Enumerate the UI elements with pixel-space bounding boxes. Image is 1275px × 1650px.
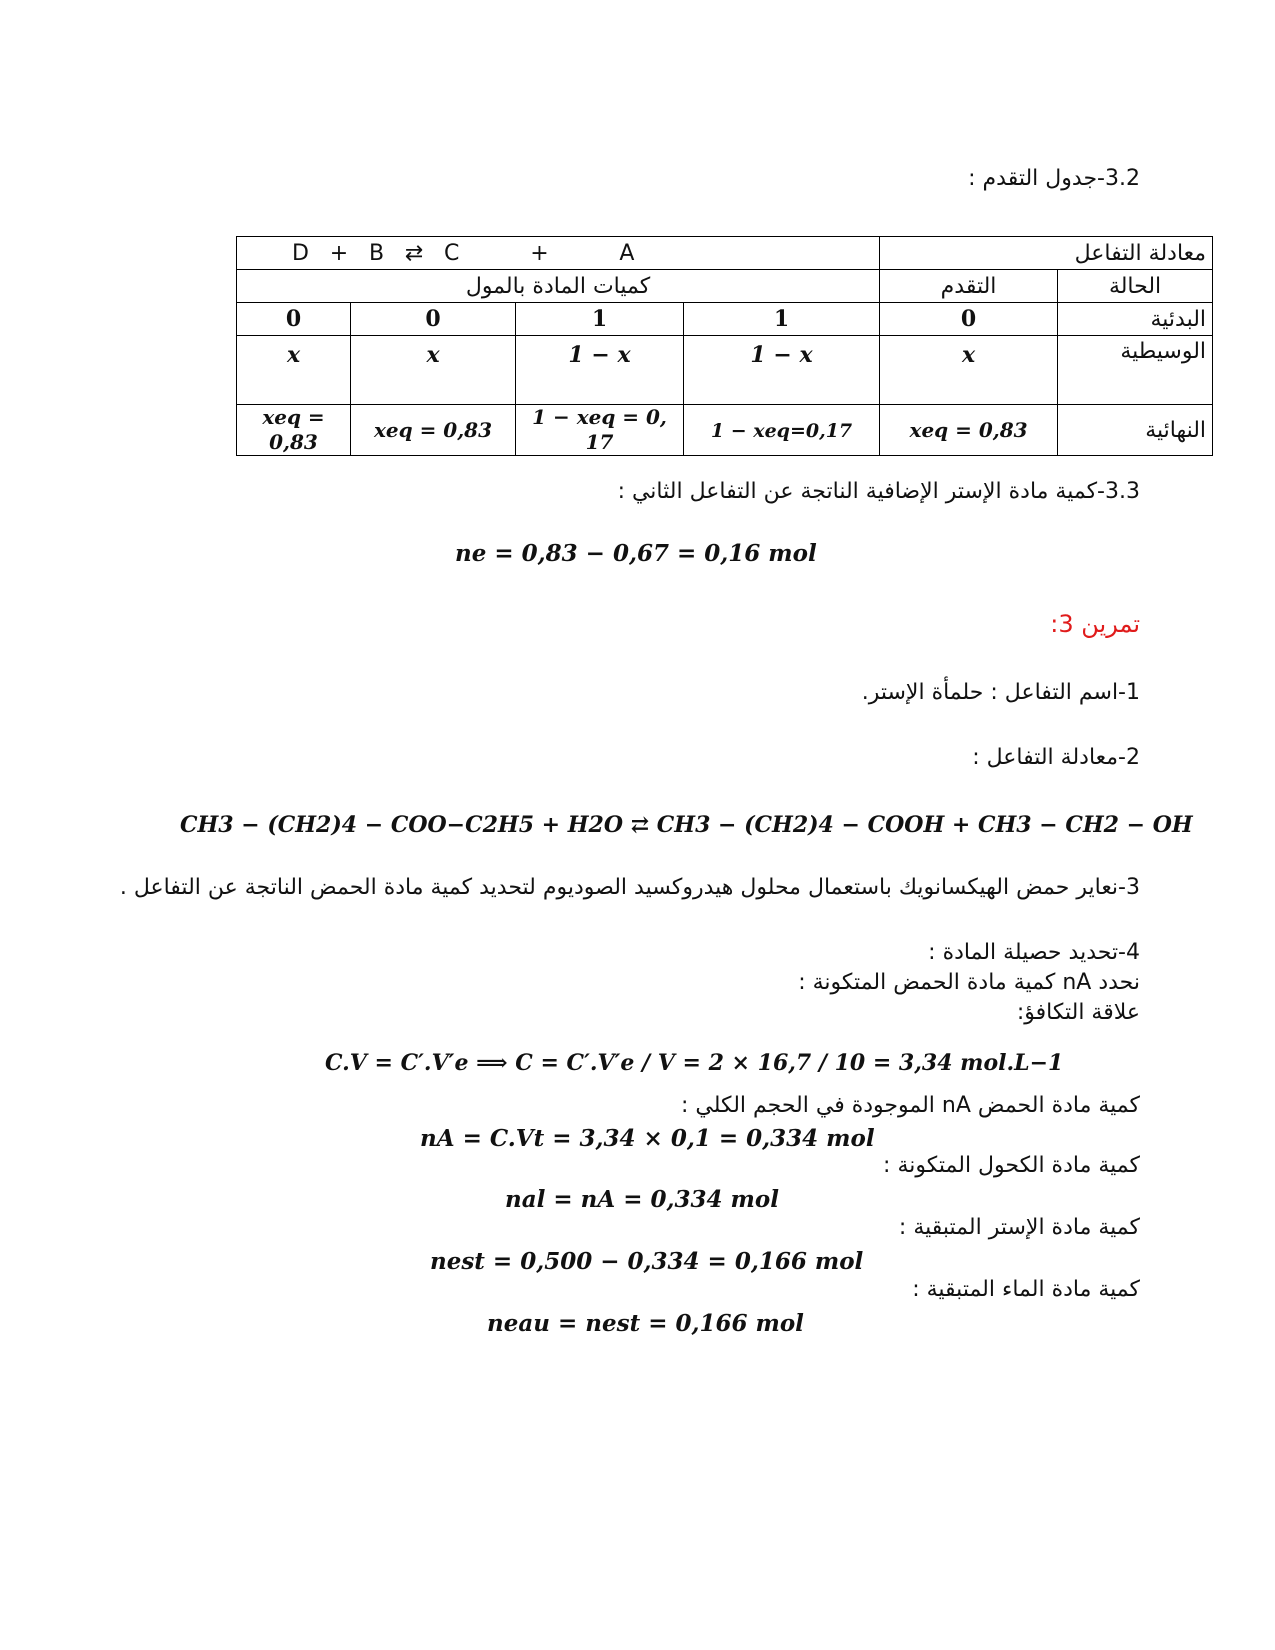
alcohol-formula: nal = nA = 0,334 mol	[505, 1186, 779, 1213]
water-remaining-formula: neau = nest = 0,166 mol	[487, 1310, 804, 1337]
exercise-title: تمرين 3:	[1050, 610, 1140, 638]
table-row-headers	[237, 270, 1213, 303]
table-cell: xeq = 0,83	[880, 405, 1058, 456]
state-header: الحالة	[1058, 270, 1213, 303]
question-4: 4-تحديد حصيلة المادة :	[928, 940, 1140, 965]
table-cell: x	[351, 336, 516, 405]
table-cell: xeq = 0,83	[351, 405, 516, 456]
total-acid-formula: nA = C.Vt = 3,34 × 0,1 = 0,334 mol	[420, 1125, 875, 1152]
reaction-equation-cell: D + B ⇄ C + A	[237, 237, 880, 270]
section-3-2-heading: 3.2-جدول التقدم :	[968, 166, 1140, 191]
table-row-final	[237, 405, 1213, 456]
table-cell: 1 − x	[516, 336, 684, 405]
ester-remaining-formula: nest = 0,500 − 0,334 = 0,166 mol	[430, 1248, 864, 1275]
table-cell: x	[880, 336, 1058, 405]
total-acid-label: كمية مادة الحمض nA الموجودة في الحجم الكلي :	[681, 1093, 1140, 1118]
table-cell: 0	[237, 303, 351, 336]
table-row-initial	[237, 303, 1213, 336]
hydrolysis-equation: CH3 − (CH2)4 − COO−C2H5 + H2O ⇄ CH3 − (CH2)4 − COOH + CH3 − CH2 − OH	[180, 812, 1193, 838]
question-3: 3-نعاير حمض الهيكسانويك باستعمال محلول هيدروكسيد الصوديوم لتحديد كمية مادة الحمض الناتجة عن التفاعل .	[119, 875, 1140, 900]
alcohol-label: كمية مادة الكحول المتكونة :	[883, 1153, 1140, 1178]
table-cell: 1	[516, 303, 684, 336]
state-label: البدئية	[1058, 303, 1213, 336]
table-cell: 1 − x	[684, 336, 880, 405]
state-label: الوسيطية	[1058, 336, 1213, 405]
table-cell: 1 − xeq=0,17	[684, 405, 880, 456]
equivalence-formula: C.V = C′.V′e ⟹ C = C′.V′e / V = 2 × 16,7 / 10 = 3,34 mol.L−1	[325, 1050, 1064, 1076]
table-row-intermediate	[237, 336, 1213, 405]
ester-remaining-label: كمية مادة الإستر المتبقية :	[898, 1215, 1140, 1240]
water-remaining-label: كمية مادة الماء المتبقية :	[912, 1277, 1140, 1302]
table-cell: xeq = 0,83	[237, 405, 351, 456]
table-row-equation	[237, 237, 1213, 270]
nA-definition: نحدد nA كمية مادة الحمض المتكونة :	[798, 970, 1140, 995]
table-cell: 0	[880, 303, 1058, 336]
section-3-3-heading: 3.3-كمية مادة الإستر الإضافية الناتجة عن التفاعل الثاني :	[617, 479, 1140, 504]
table-cell: 1 − xeq = 0, 17	[516, 405, 684, 456]
table-cell: x	[237, 336, 351, 405]
progress-table	[236, 236, 1213, 456]
question-1: 1-اسم التفاعل : حلمأة الإستر.	[861, 680, 1140, 705]
table-cell: 1	[684, 303, 880, 336]
state-label: النهائية	[1058, 405, 1213, 456]
equivalence-label: علاقة التكافؤ:	[1016, 1000, 1140, 1025]
progress-header: التقدم	[880, 270, 1058, 303]
table-cell: 0	[351, 303, 516, 336]
amounts-header: كميات المادة بالمول	[237, 270, 880, 303]
question-2: 2-معادلة التفاعل :	[972, 745, 1140, 770]
ester-extra-formula: ne = 0,83 − 0,67 = 0,16 mol	[455, 540, 817, 567]
equation-label: معادلة التفاعل	[880, 237, 1213, 270]
